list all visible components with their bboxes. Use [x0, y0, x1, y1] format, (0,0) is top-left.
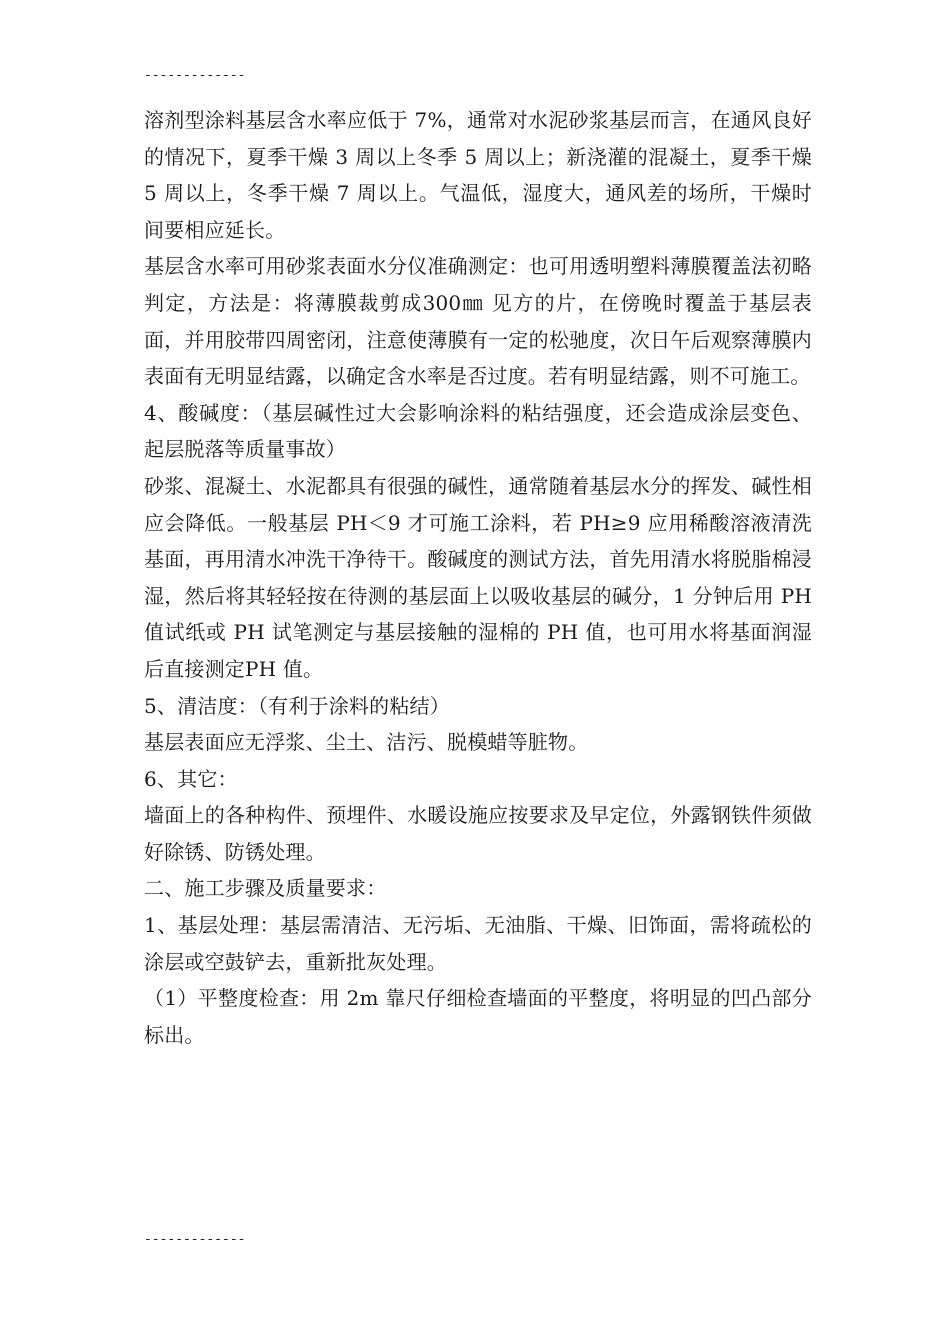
paragraph-flatness-check: （1）平整度检查：用 2m 靠尺仔细检查墙面的平整度，将明显的凹凸部分标出。: [144, 986, 812, 1047]
header-rule: -------------: [144, 68, 246, 83]
heading-acidity: 4、酸碱度：（基层碱性过大会影响涂料的粘结强度，还会造成涂层变色、起层脱落等质量事故）: [144, 400, 812, 462]
paragraph-other: 墙面上的各种构件、预埋件、水暖设施应按要求及早定位，外露钢铁件须做好除锈、防锈处理。: [144, 803, 812, 864]
paragraph-acidity-test: 砂浆、混凝土、水泥都具有很强的碱性，通常随着基层水分的挥发、碱性相应会降低。一般基层 PH＜9 才可施工涂料，若 PH≥9 应用稀酸溶液清洗基面，再用清水冲洗干净待干。酸碱度的测试方法，首先用清水将脱脂棉浸湿，然后将其轻轻按在待测的基层面上以吸收基层的碱分，1 分钟后用 PH 值试纸或 PH 试笔测定与基层接触的湿棉的 PH 值，也可用水将基面润湿后直接测定PH 值。: [144, 473, 812, 681]
paragraph-cleanliness: 基层表面应无浮浆、尘土、洁污、脱模蜡等脏物。: [144, 730, 589, 755]
paragraph-base-treatment: 1、基层处理：基层需清洁、无污垢、无油脂、干燥、旧饰面，需将疏松的涂层或空鼓铲去，重新批灰处理。: [144, 913, 812, 974]
heading-cleanliness: 5、清洁度：（有利于涂料的粘结）: [144, 693, 450, 718]
footer-rule: -------------: [144, 1232, 246, 1247]
document-body: [144, 102, 812, 1053]
paragraph-moisture-test: 基层含水率可用砂浆表面水分仪准确测定：也可用透明塑料薄膜覆盖法初略判定，方法是：将薄膜裁剪成300㎜ 见方的片，在傍晚时覆盖于基层表面，并用胶带四周密闭，注意使薄膜有一定的松驰度，次日午后观察薄膜内表面有无明显结露，以确定含水率是否过度。若有明显结露，则不可施工。: [144, 254, 812, 389]
paragraph-moisture-content: 溶剂型涂料基层含水率应低于 7%，通常对水泥砂浆基层而言，在通风良好的情况下，夏季干燥 3 周以上冬季 5 周以上；新浇灌的混凝土，夏季干燥 5 周以上，冬季干燥 7 周以上。气温低，湿度大，通风差的场所，干燥时间要相应延长。: [144, 108, 812, 242]
heading-construction-steps: 二、施工步骤及质量要求：: [144, 876, 387, 901]
heading-other: 6、其它：: [144, 766, 238, 791]
